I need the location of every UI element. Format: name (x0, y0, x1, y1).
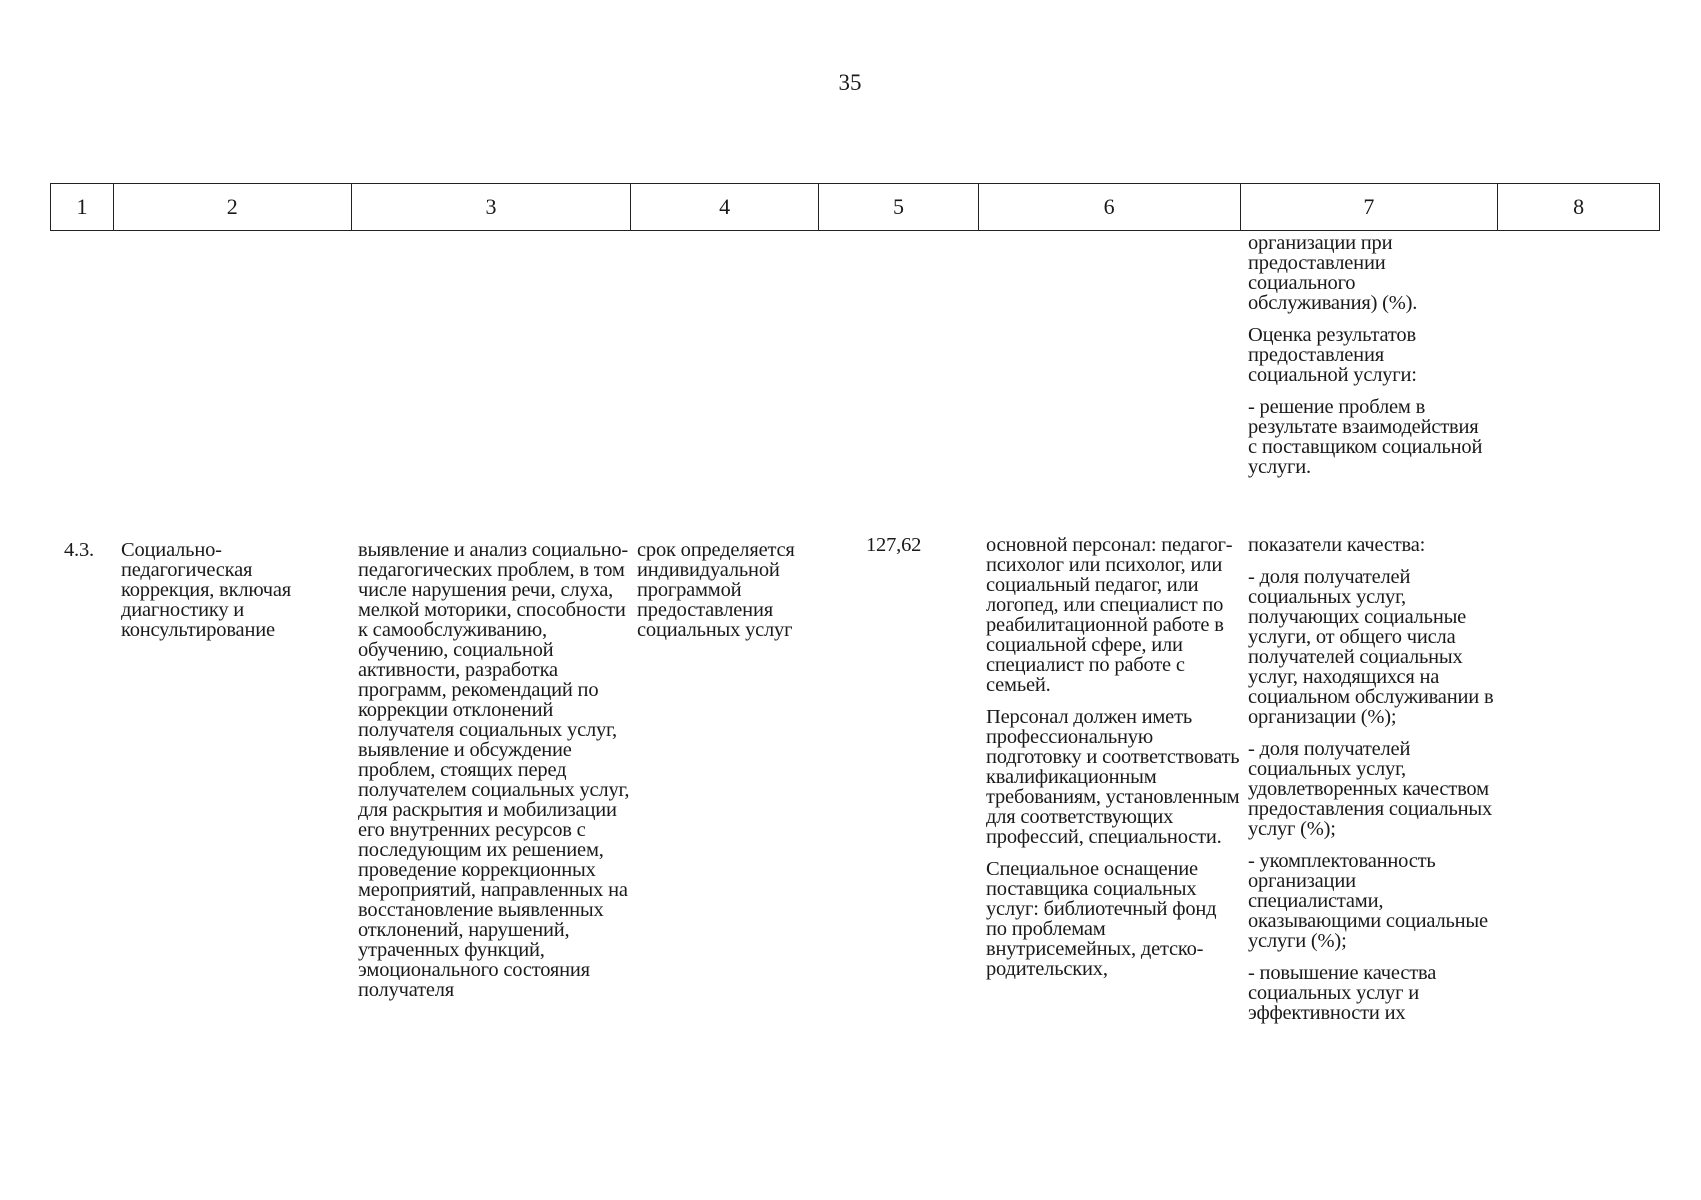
conditions-paragraph: основной персонал: педагог-психолог или психолог, или социальный педагог, или логопед, или специалист по реабилитационной работе в социальной сфере, или специалист по работе с семьей. (986, 534, 1233, 696)
header-col-6: 6 (979, 184, 1241, 230)
continuation-paragraph: Оценка результатов предоставления социальной услуги: (1248, 324, 1417, 386)
header-col-2: 2 (114, 184, 352, 230)
conditions-paragraph: Специальное оснащение поставщика социальных услуг: библиотечный фонд по проблемам внутрисемейных, детско-родительских, (986, 858, 1217, 980)
quality-paragraph: - доля получателей социальных услуг, получающих социальные услуги, от общего числа получателей социальных услуг, находящихся на социальном обслуживании в организации (%); (1248, 566, 1494, 728)
quality-indicators (1248, 535, 1496, 1023)
header-col-3: 3 (352, 184, 632, 230)
continuation-paragraph: организации при предоставлении социального обслуживания) (%). (1248, 232, 1418, 314)
row-number: 4.3. (64, 539, 94, 561)
header-col-8: 8 (1573, 194, 1585, 219)
table-header-row (50, 183, 1660, 231)
continuation-paragraph: - решение проблем в результате взаимодействия с поставщиком социальной услуги. (1248, 396, 1483, 478)
quality-paragraph: - укомплектованность организации специалистами, оказывающими социальные услуги (%); (1248, 850, 1488, 952)
header-col-7: 7 (1241, 184, 1499, 230)
service-term: срок определяется индивидуальной программой предоставления социальных услуг (637, 539, 795, 641)
continuation-cell-col7 (1248, 233, 1488, 477)
header-col-5: 5 (819, 184, 979, 230)
header-col-1: 1 (51, 184, 114, 230)
service-description: выявление и анализ социально-педагогических проблем, в том числе нарушения речи, слуха, мелкой моторики, способности к самообслуживанию, обучению, социальной активности, разработка программ, рекомендаций по коррекции отклонений получателя социальных услуг, выявление и обсуждение проблем, стоящих перед получателем социальных услуг, для раскрытия и мобилизации его внутренних ресурсов с последующим их решением, проведение коррекционных мероприятий, направленных на восстановление выявленных отклонений, нарушений, утраченных функций, эмоционального состояния получателя (358, 539, 630, 1001)
conditions-paragraph: Персонал должен иметь профессиональную подготовку и соответствовать квалификационным требованиям, установленным для соответствующих профессий, специальности. (986, 706, 1240, 848)
header-col-4: 4 (631, 184, 819, 230)
service-conditions (986, 535, 1242, 979)
service-name: Социально-педагогическая коррекция, включая диагностику и консультирование (121, 539, 291, 641)
page-number: 35 (838, 70, 862, 95)
quality-paragraph: показатели качества: (1248, 534, 1426, 556)
quality-paragraph: - доля получателей социальных услуг, удовлетворенных качеством предоставления социальных услуг (%); (1248, 738, 1493, 840)
service-price: 127,62 (866, 534, 922, 556)
quality-paragraph: - повышение качества социальных услуг и эффективности их (1248, 962, 1437, 1024)
